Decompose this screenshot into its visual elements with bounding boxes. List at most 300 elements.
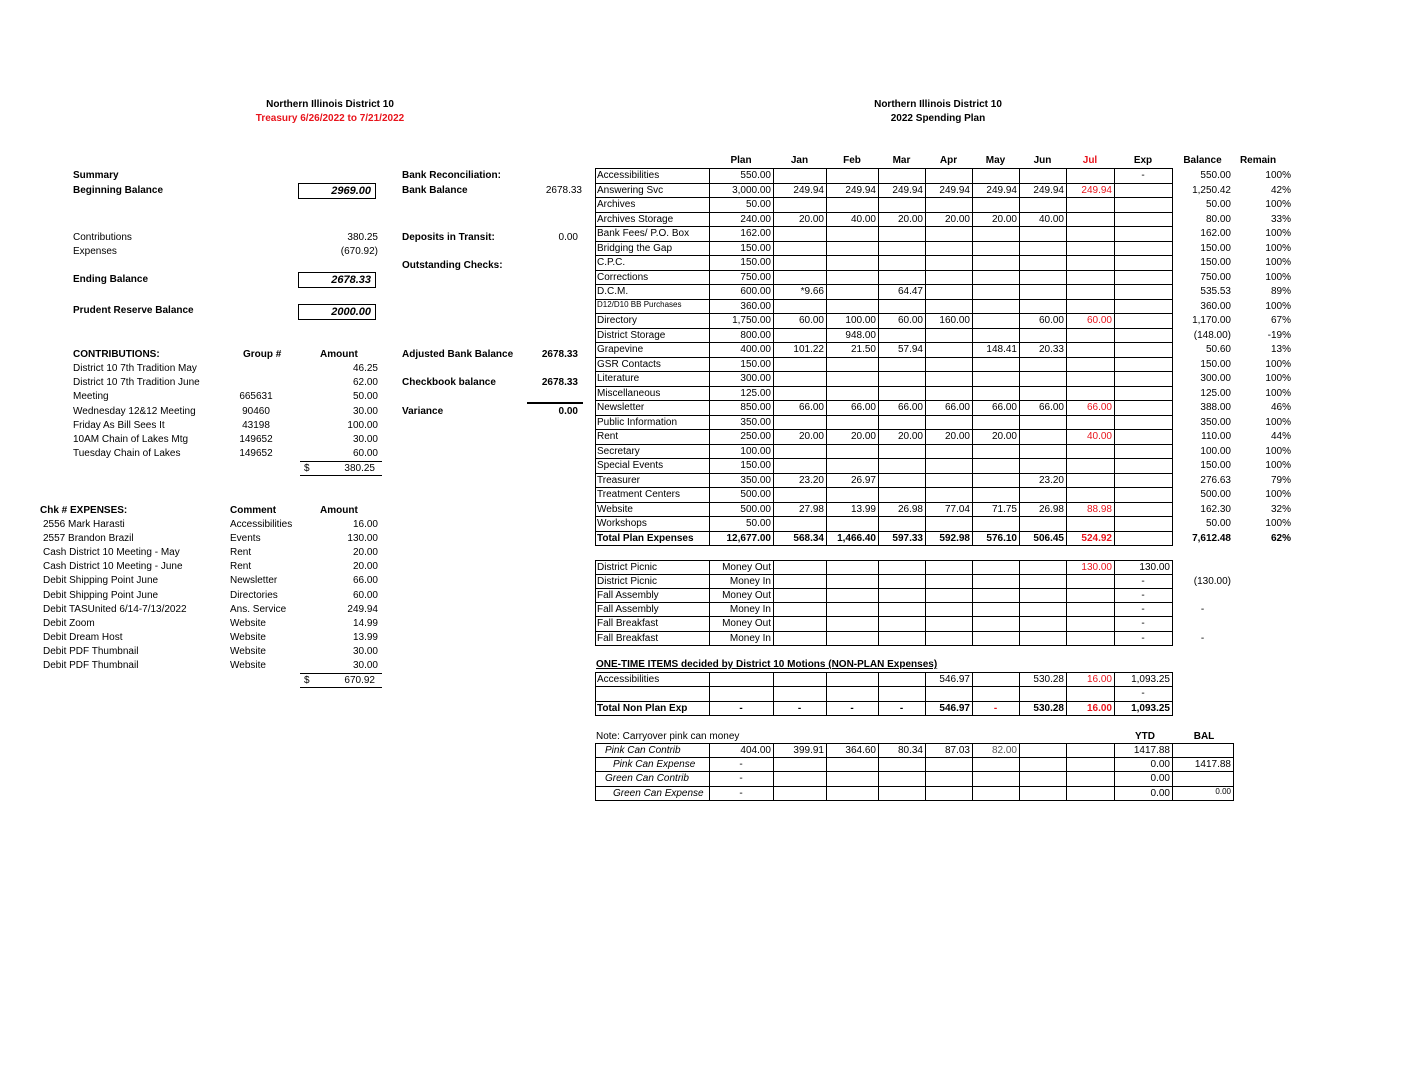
plan-cell-value: *9.66 — [800, 286, 824, 297]
plan-cell-value: 40.00 — [1086, 431, 1112, 442]
expense-amount: 130.00 — [347, 533, 378, 545]
plan-cell-value: 506.45 — [1033, 532, 1064, 544]
plan-cell-value: 150.00 — [1200, 257, 1231, 268]
variance-label: Variance — [402, 406, 444, 417]
plan-cell-label: GSR Contacts — [597, 358, 661, 370]
plan-cell-label: Grapevine — [597, 344, 644, 355]
pinkcan-cell-value: - — [739, 787, 743, 799]
pinkcan-cell-label: Green Can Contrib — [605, 773, 689, 785]
plan-cell-value: 1,466.40 — [837, 532, 876, 544]
grid-col-line — [595, 560, 596, 645]
grid-col-line — [826, 168, 827, 545]
plan-cell-value: 100% — [1265, 387, 1291, 399]
plan-cell-value: 20.00 — [944, 431, 970, 442]
beginning-balance-value: 2969.00 — [298, 183, 376, 199]
plan-cell-label: Treasurer — [597, 474, 640, 486]
event-cell-value: - — [1141, 576, 1145, 588]
plan-cell-value: 20.00 — [850, 431, 876, 442]
plan-cell-value: 592.98 — [939, 532, 970, 544]
expenses-total-symbol: $ — [304, 675, 310, 687]
expense-amount: 14.99 — [352, 617, 378, 629]
plan-cell-value: 101.22 — [793, 344, 824, 355]
ending-balance-value: 2678.33 — [298, 272, 376, 288]
onetime-cell-value: 16.00 — [1086, 674, 1112, 685]
grid-col-line — [925, 168, 926, 545]
expense-description: Debit TASUnited 6/14-7/13/2022 — [43, 603, 187, 615]
plan-cell-value: 12,677.00 — [726, 532, 771, 544]
grid-col-line — [709, 168, 710, 545]
contributions-label: Contributions — [73, 232, 132, 243]
grid-col-line — [878, 168, 879, 545]
grid-col-line — [595, 168, 596, 545]
expense-comment: Rent — [230, 561, 252, 573]
checkbook-label: Checkbook balance — [402, 377, 496, 388]
contribution-amount: 46.25 — [352, 363, 378, 374]
plan-cell-value: 100% — [1265, 257, 1291, 268]
pinkcan-cell-label: Pink Can Expense — [613, 759, 696, 771]
pinkcan-cell-value: 404.00 — [740, 745, 771, 756]
contribution-group: 43198 — [242, 419, 270, 431]
pinkcan-cell-value: - — [739, 773, 743, 785]
plan-cell-value: 750.00 — [740, 271, 771, 283]
plan-cell-label: Literature — [597, 373, 640, 384]
expenses-total-underline — [300, 687, 382, 688]
grid-col-line — [878, 672, 879, 715]
plan-cell-value: 150.00 — [740, 242, 771, 254]
onetime-cell-value: - — [739, 702, 743, 714]
event-cell-value: - — [1141, 590, 1145, 602]
plan-cell-value: 400.00 — [740, 344, 771, 355]
plan-cell-label: D.C.M. — [597, 286, 629, 297]
variance-value: 0.00 — [558, 406, 578, 417]
grid-col-line — [1019, 168, 1020, 545]
onetime-cell-value: - — [797, 702, 802, 714]
grid-col-line — [1114, 168, 1115, 545]
plan-cell-value: 1,750.00 — [732, 315, 771, 326]
grid-col-line — [595, 743, 596, 800]
plan-header-plan: Plan — [730, 155, 752, 166]
plan-cell-label: Bank Fees/ P.O. Box — [597, 228, 690, 239]
contribution-source: 10AM Chain of Lakes Mtg — [73, 434, 189, 445]
plan-cell-value: 66.00 — [944, 402, 970, 413]
grid-col-line — [826, 743, 827, 800]
plan-cell-value: 100% — [1265, 170, 1291, 181]
plan-cell-value: 500.00 — [740, 489, 771, 500]
plan-cell-label: Answering Svc — [597, 184, 664, 196]
event-cell-value: - — [1200, 632, 1205, 644]
plan-cell-value: 20.00 — [897, 213, 923, 225]
plan-cell-label: Total Plan Expenses — [597, 532, 694, 544]
plan-cell-value: 88.98 — [1086, 503, 1112, 515]
pink-can-note: Note: Carryover pink can money — [596, 731, 740, 742]
treasury-title: Northern Illinois District 10 — [266, 99, 394, 110]
plan-cell-value: 100% — [1265, 373, 1291, 384]
plan-cell-value: 249.94 — [892, 184, 923, 196]
event-cell-value: Money Out — [722, 618, 771, 630]
grid-col-line — [1172, 672, 1173, 715]
plan-cell-value: 66.00 — [1086, 402, 1112, 413]
bal-label: BAL — [1193, 731, 1215, 742]
plan-cell-value: 100% — [1265, 445, 1291, 457]
plan-cell-value: 550.00 — [1200, 170, 1231, 181]
plan-cell-value: 550.00 — [740, 170, 771, 181]
grid-col-line — [826, 672, 827, 715]
expense-amount: 60.00 — [352, 589, 378, 601]
contribution-amount: 62.00 — [352, 377, 378, 389]
expense-comment: Newsletter — [230, 575, 278, 587]
event-cell-value: - — [1141, 618, 1145, 630]
expense-comment: Accessibilities — [230, 519, 293, 530]
contribution-group: 665631 — [239, 391, 273, 403]
plan-cell-value: 249.94 — [845, 184, 876, 196]
plan-cell-value: 162.00 — [1200, 228, 1231, 239]
plan-cell-value: 100% — [1265, 518, 1291, 529]
plan-header-feb: Feb — [843, 155, 861, 166]
plan-cell-value: 57.94 — [897, 344, 923, 355]
grid-col-line — [773, 743, 774, 800]
pinkcan-cell-value: 80.34 — [897, 745, 923, 756]
event-cell-value: Money In — [729, 604, 771, 616]
onetime-cell-value: 546.97 — [939, 674, 970, 685]
plan-cell-value: 249.94 — [986, 184, 1017, 196]
onetime-cell-value: 16.00 — [1086, 702, 1112, 714]
plan-cell-value: 850.00 — [740, 402, 771, 413]
plan-cell-value: 150.00 — [1200, 460, 1231, 471]
plan-cell-value: - — [1141, 170, 1145, 181]
plan-cell-value: 100% — [1265, 300, 1291, 312]
expense-description: Debit Shipping Point June — [43, 575, 159, 587]
event-cell-label: District Picnic — [597, 576, 658, 588]
ending-balance-label: Ending Balance — [73, 274, 149, 285]
plan-header-balance: Balance — [1183, 155, 1222, 166]
plan-cell-value: 250.00 — [740, 431, 771, 442]
plan-cell-value: 100% — [1265, 199, 1291, 210]
contribution-group: 149652 — [239, 448, 273, 460]
plan-cell-value: 23.20 — [1038, 474, 1064, 486]
event-cell-value: Money In — [729, 576, 771, 588]
plan-cell-value: 33% — [1270, 213, 1291, 225]
plan-cell-value: 13.99 — [850, 503, 876, 515]
plan-cell-value: 66.00 — [798, 402, 824, 413]
plan-cell-value: 150.00 — [1200, 242, 1231, 254]
plan-header-mar: Mar — [892, 155, 911, 166]
onetime-cell-value: 1,093.25 — [1131, 674, 1170, 685]
expense-amount: 30.00 — [352, 660, 378, 671]
plan-cell-value: 60.00 — [897, 315, 923, 326]
plan-cell-value: 23.20 — [798, 474, 824, 486]
onetime-cell-value: 1,093.25 — [1131, 702, 1170, 714]
prudent-reserve-label: Prudent Reserve Balance — [73, 305, 194, 316]
pinkcan-cell-value: 82.00 — [991, 745, 1017, 756]
plan-cell-value: 60.00 — [1038, 315, 1064, 326]
expenses-total: 670.92 — [344, 675, 375, 687]
event-cell-value: 130.00 — [1139, 562, 1170, 573]
grid-col-line — [972, 743, 973, 800]
expense-comment: Rent — [230, 547, 252, 559]
expenses-header-name: Chk # EXPENSES: — [40, 505, 128, 516]
onetime-cell-value: 530.28 — [1033, 674, 1064, 685]
expenses-total-rule — [300, 673, 382, 674]
grid-col-line — [773, 168, 774, 545]
plan-cell-label: D12/D10 BB Purchases — [597, 299, 682, 309]
grid-col-line — [878, 743, 879, 800]
grid-col-line — [595, 672, 596, 715]
expense-comment: Website — [230, 660, 266, 671]
plan-cell-value: 40.00 — [1038, 213, 1064, 225]
plan-cell-value: (148.00) — [1193, 329, 1231, 341]
grid-col-line — [1172, 168, 1173, 545]
expense-description: Debit Dream Host — [43, 631, 123, 643]
plan-cell-value: 750.00 — [1200, 271, 1231, 283]
grid-col-line — [1066, 560, 1067, 645]
plan-cell-value: 20.00 — [991, 431, 1017, 442]
grid-col-line — [709, 560, 710, 645]
expense-comment: Events — [230, 533, 261, 545]
grid-col-line — [1114, 560, 1115, 645]
event-cell-label: Fall Breakfast — [597, 632, 659, 644]
plan-cell-value: 20.00 — [798, 213, 824, 225]
plan-cell-value: 50.00 — [1205, 199, 1231, 210]
grid-col-line — [1019, 560, 1020, 645]
onetime-cell-label: Total Non Plan Exp — [597, 702, 688, 714]
adjusted-label: Adjusted Bank Balance — [402, 349, 514, 360]
plan-cell-value: 1,170.00 — [1192, 315, 1231, 326]
plan-cell-value: 7,612.48 — [1192, 532, 1231, 544]
treasury-period: Treasury 6/26/2022 to 7/21/2022 — [255, 113, 405, 124]
plan-cell-label: Website — [597, 503, 633, 515]
onetime-cell-value: - — [993, 702, 998, 714]
contributions-total: 380.25 — [344, 463, 375, 475]
plan-cell-label: Accessibilities — [597, 170, 660, 181]
event-cell-value: 130.00 — [1081, 562, 1112, 573]
grid-col-line — [925, 560, 926, 645]
contributions-header-group: Group # — [243, 349, 282, 360]
grid-col-line — [972, 672, 973, 715]
contributions-total-symbol: $ — [304, 463, 310, 475]
plan-cell-label: District Storage — [597, 329, 666, 341]
plan-header-apr: Apr — [939, 155, 958, 166]
grid-col-line — [1066, 743, 1067, 800]
onetime-cell-value: 530.28 — [1033, 702, 1064, 714]
outstanding-label: Outstanding Checks: — [402, 260, 503, 271]
onetime-cell-value: 546.97 — [939, 702, 970, 714]
plan-cell-value: 80.00 — [1205, 213, 1231, 225]
expense-comment: Website — [230, 631, 266, 643]
contribution-source: Wednesday 12&12 Meeting — [73, 405, 196, 417]
plan-cell-value: 1,250.42 — [1192, 184, 1231, 196]
plan-cell-label: Special Events — [597, 460, 664, 471]
pinkcan-cell-value: 87.03 — [944, 745, 970, 756]
bank-balance-value: 2678.33 — [545, 185, 582, 196]
pinkcan-cell-value: 364.60 — [845, 745, 876, 756]
plan-cell-value: 66.00 — [1038, 402, 1064, 413]
grid-col-line — [1066, 168, 1067, 545]
contribution-amount: 30.00 — [352, 434, 378, 445]
plan-cell-value: 240.00 — [740, 213, 771, 225]
plan-cell-value: 597.33 — [892, 532, 923, 544]
ytd-label: YTD — [1135, 731, 1155, 742]
event-cell-label: Fall Breakfast — [597, 618, 659, 630]
grid-col-line — [972, 168, 973, 545]
plan-cell-value: 67% — [1270, 315, 1291, 326]
grid-col-line — [1066, 672, 1067, 715]
plan-cell-value: 64.47 — [897, 286, 923, 297]
plan-cell-label: Archives — [597, 199, 636, 210]
plan-cell-label: Treatment Centers — [597, 489, 680, 500]
plan-cell-value: 100% — [1265, 460, 1291, 471]
plan-header-may: May — [985, 155, 1006, 166]
expense-amount: 20.00 — [352, 547, 378, 559]
plan-cell-value: 20.33 — [1038, 344, 1064, 355]
pinkcan-cell-value: 0.00 — [1150, 787, 1170, 799]
plan-cell-value: 100% — [1265, 242, 1291, 254]
expense-amount: 66.00 — [352, 575, 378, 587]
plan-cell-value: 524.92 — [1081, 532, 1112, 544]
grid-col-line — [709, 743, 710, 800]
event-cell-value: - — [1141, 604, 1145, 616]
plan-cell-value: 388.00 — [1200, 402, 1231, 413]
contribution-amount: 30.00 — [352, 405, 378, 417]
expense-description: 2557 Brandon Brazil — [43, 533, 134, 545]
plan-cell-value: 360.00 — [1200, 300, 1231, 312]
grid-col-line — [1172, 560, 1173, 645]
deposits-label: Deposits in Transit: — [402, 232, 495, 243]
plan-cell-value: 21.50 — [850, 344, 876, 355]
plan-cell-value: 162.00 — [740, 228, 771, 239]
pinkcan-cell-value: 1417.88 — [1194, 759, 1231, 771]
plan-header-jun: Jun — [1033, 155, 1052, 166]
plan-cell-value: 500.00 — [1200, 489, 1231, 500]
plan-cell-value: 89% — [1270, 286, 1291, 297]
onetime-cell-value: - — [850, 702, 854, 714]
grid-col-line — [1019, 743, 1020, 800]
plan-cell-value: 26.98 — [897, 503, 923, 515]
plan-cell-value: 249.94 — [1033, 184, 1064, 196]
plan-cell-label: Secretary — [597, 445, 640, 457]
plan-cell-value: 150.00 — [1200, 358, 1231, 370]
pinkcan-cell-label: Green Can Expense — [613, 787, 704, 799]
plan-cell-value: 32% — [1270, 503, 1291, 515]
plan-cell-value: 800.00 — [740, 329, 771, 341]
plan-cell-value: 276.63 — [1200, 474, 1231, 486]
event-cell-value: (130.00) — [1193, 576, 1231, 588]
plan-cell-value: 100% — [1265, 358, 1291, 370]
plan-cell-value: 26.97 — [850, 474, 876, 486]
plan-cell-value: 500.00 — [740, 503, 771, 515]
plan-cell-value: 60.00 — [798, 315, 824, 326]
plan-cell-value: 50.60 — [1205, 344, 1231, 355]
expense-amount: 249.94 — [347, 603, 378, 615]
plan-cell-value: 100% — [1265, 228, 1291, 239]
plan-cell-value: 44% — [1270, 431, 1291, 442]
plan-cell-value: 20.00 — [798, 431, 824, 442]
plan-cell-value: 150.00 — [740, 358, 771, 370]
expense-description: Debit PDF Thumbnail — [43, 660, 139, 671]
event-cell-label: Fall Assembly — [597, 604, 659, 616]
plan-cell-value: 249.94 — [939, 184, 970, 196]
summary-label: Summary — [73, 170, 119, 181]
plan-cell-label: C.P.C. — [597, 257, 626, 268]
beginning-balance-label: Beginning Balance — [73, 185, 164, 196]
grid-col-line — [1172, 743, 1173, 800]
contributions-total-underline — [300, 475, 382, 476]
pinkcan-cell-value: - — [739, 759, 743, 771]
plan-cell-value: 100% — [1265, 416, 1291, 428]
plan-cell-value: 568.34 — [793, 532, 824, 544]
contributions-total-rule — [300, 461, 382, 462]
expenses-value: (670.92) — [340, 246, 378, 257]
plan-cell-value: 60.00 — [1086, 315, 1112, 326]
plan-cell-value: 350.00 — [740, 474, 771, 486]
plan-cell-value: 20.00 — [991, 213, 1017, 225]
plan-cell-value: 13% — [1270, 344, 1291, 355]
plan-cell-value: 42% — [1270, 184, 1291, 196]
plan-cell-value: 160.00 — [939, 315, 970, 326]
event-cell-label: District Picnic — [597, 562, 658, 573]
plan-cell-value: 360.00 — [740, 300, 771, 312]
expenses-header-comment: Comment — [230, 505, 277, 516]
plan-cell-value: 150.00 — [740, 460, 771, 471]
plan-cell-value: 110.00 — [1201, 431, 1231, 442]
plan-cell-value: 100% — [1265, 489, 1291, 500]
expense-amount: 30.00 — [352, 645, 378, 657]
event-cell-value: Money Out — [722, 562, 771, 573]
deposits-value: 0.00 — [558, 232, 578, 243]
pinkcan-cell-label: Pink Can Contrib — [605, 745, 681, 756]
expense-description: Debit Shipping Point June — [43, 589, 159, 601]
plan-cell-value: -19% — [1267, 329, 1291, 341]
plan-cell-value: 26.98 — [1038, 503, 1064, 515]
plan-cell-value: 148.41 — [986, 344, 1017, 355]
onetime-cell-label: Accessibilities — [597, 674, 660, 685]
grid-col-line — [1114, 672, 1115, 715]
bank-balance-label: Bank Balance — [402, 185, 468, 196]
plan-cell-value: 100.00 — [845, 315, 876, 326]
plan-cell-value: 600.00 — [740, 286, 771, 297]
one-time-title: ONE-TIME ITEMS decided by District 10 Motions (NON-PLAN Expenses) — [596, 659, 938, 670]
event-cell-value: - — [1200, 604, 1205, 616]
contribution-source: Meeting — [73, 391, 109, 403]
expense-description: Debit Zoom — [43, 617, 95, 629]
grid-col-line — [773, 560, 774, 645]
pinkcan-cell-value: 0.00 — [1150, 773, 1170, 785]
plan-cell-value: 948.00 — [845, 329, 876, 341]
contributions-header-amount: Amount — [320, 349, 358, 360]
grid-col-line — [925, 672, 926, 715]
contribution-source: Friday As Bill Sees It — [73, 419, 165, 431]
event-cell-label: Fall Assembly — [597, 590, 659, 602]
contribution-group: 149652 — [239, 434, 273, 445]
plan-cell-value: 20.00 — [944, 213, 970, 225]
plan-cell-value: 576.10 — [986, 532, 1017, 544]
plan-cell-label: Miscellaneous — [597, 387, 661, 399]
event-cell-value: - — [1141, 632, 1145, 644]
plan-cell-label: Bridging the Gap — [597, 242, 673, 254]
contribution-amount: 60.00 — [352, 448, 378, 460]
plan-cell-value: 162.30 — [1200, 503, 1231, 515]
plan-cell-value: 300.00 — [1200, 373, 1231, 384]
expense-comment: Website — [230, 645, 266, 657]
grid-col-line — [1114, 743, 1115, 800]
plan-cell-value: 350.00 — [740, 416, 771, 428]
grid-col-line — [773, 672, 774, 715]
plan-cell-value: 125.00 — [740, 387, 771, 399]
event-cell-value: Money Out — [722, 590, 771, 602]
contribution-source: District 10 7th Tradition June — [73, 377, 200, 389]
plan-cell-value: 150.00 — [740, 257, 771, 268]
plan-title: Northern Illinois District 10 — [874, 99, 1002, 110]
bank-recon-label: Bank Reconciliation: — [402, 170, 501, 181]
